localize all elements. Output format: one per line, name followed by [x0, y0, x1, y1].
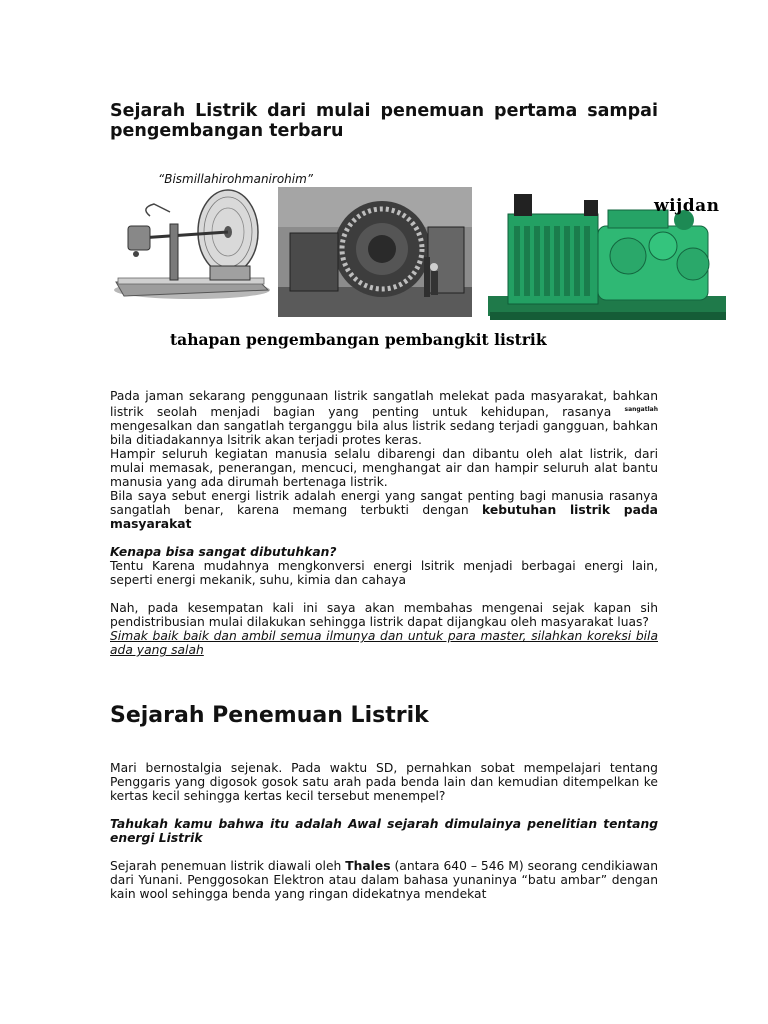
intro-note-link[interactable]: Simak baik baik dan ambil semua ilmunya dan untuk para master, silahkan koreksi bila ada yang salah [110, 629, 658, 658]
figure-caption: tahapan pengembangan pembangkit listrik [170, 330, 547, 349]
emphasis-thales: Thales [345, 859, 391, 873]
question-heading: Kenapa bisa sangat dibutuhkan? [110, 545, 337, 560]
emphasis-kebutuhan: kebutuhan listrik pada masyarakat [110, 503, 658, 532]
faraday-disk-generator-image [110, 186, 274, 302]
large-dynamo-image [278, 187, 472, 317]
figure-watermark: wijdan [654, 196, 720, 216]
history-section [110, 761, 658, 901]
opening-quote: “Bismillahirohmanirohim” [158, 172, 314, 186]
superscript-note: sangatlah [624, 406, 658, 413]
history-paragraph-1: Mari bernostalgia sejenak. Pada waktu SD, pernahkan sobat mempelajari tentang Penggaris yang digosok gosok satu arah pada benda lain dan kemudian ditempelkan ke kertas kecil sehingga kertas kecil tersebut menempel? [110, 761, 658, 803]
intro-section [110, 389, 658, 657]
intro-paragraph-1: Pada jaman sekarang penggunaan listrik sangatlah melekat pada masyarakat, bahkan listrik seolah menjadi bagian yang penting untuk kehidupan, rasanya $^{sangatlah}$ mengesalkan dan sangatlah terganggu bila alus listrik sedang terjadi gangguan, bahkan bila ditiadakannya lsitrik akan terjadi protes keras. [110, 389, 658, 448]
history-paragraph-2: Tahukah kamu bahwa itu adalah Awal sejarah dimulainya penelitian tentang energi Listrik [110, 817, 658, 845]
intro-paragraph-4: Tentu Karena mudahnya mengkonversi energi lsitrik menjadi berbagai energi lain, seperti energi mekanik, suhu, kimia dan cahaya [110, 559, 658, 588]
history-paragraph-3: Sejarah penemuan listrik diawali oleh Thales (antara 640 – 546 M) seorang cendikiawan dari Yunani. Penggosokan Elektron atau dalam bahasa yunaninya “batu ambar” dengan kain wool sehingga benda yang ringan didekatnya mendekat [110, 859, 658, 901]
intro-paragraph-5: Nah, pada kesempatan kali ini saya akan membahas mengenai sejak kapan sih pendistribusian mulai dilakukan sehingga listrik dapat dijangkau oleh masyarakat luas? [110, 601, 658, 630]
intro-paragraph-3: Bila saya sebut energi listrik adalah energi yang sangat penting bagi manusia rasanya sangatlah benar, karena memang terbukti dengan kebutuhan listrik pada masyarakat [110, 489, 658, 532]
intro-paragraph-2: Hampir seluruh kegiatan manusia selalu dibarengi dan dibantu oleh alat listrik, dari mulai memasak, penerangan, mencuci, menghangat air dan hampir seluruh alat bantu manusia yang ada dirumah bertenaga listrik. [110, 447, 658, 490]
document-title: Sejarah Listrik dari mulai penemuan pertama sampai pengembangan terbaru [110, 101, 658, 141]
section-heading: Sejarah Penemuan Listrik [110, 703, 429, 728]
